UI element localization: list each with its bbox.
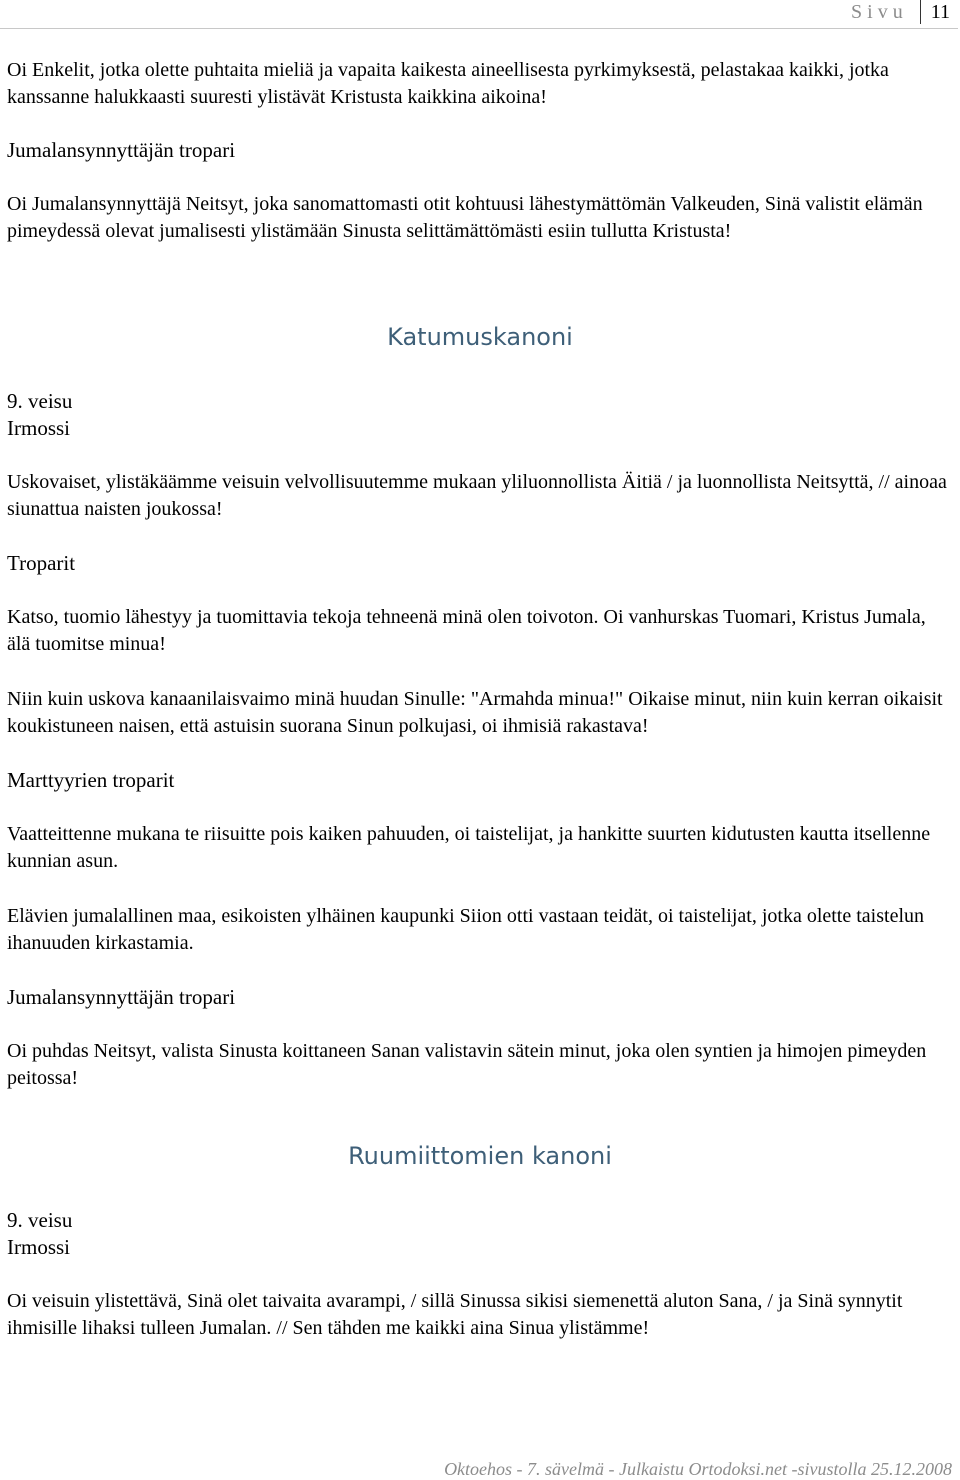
page-header — [851, 0, 950, 28]
paragraph-irmos-2: Oi veisuin ylistettävä, Sinä olet taivaita avarampi, / sillä Sinussa sikisi siemenettä aluton Sana, / ja Sinä synnytit ihmisille lihaksi tulleen Jumalan. // Sen tähden me kaikki aina Sinua ylistämme! — [7, 1290, 903, 1339]
paragraph-theotokos-tropar-2: Oi puhdas Neitsyt, valista Sinusta koittaneen Sanan valistavin sätein minut, joka olen syntien ja himojen pimeyden peitossa! — [7, 1040, 927, 1089]
page-number: 11 — [920, 0, 950, 24]
page-footer: Oktoehos - 7. sävelmä - Julkaistu Ortodoksi.net -sivustolla 25.12.2008 — [444, 1459, 952, 1479]
paragraph-tropar-canaanite: Niin kuin uskova kanaanilaisvaimo minä huudan Sinulle: "Armahda minua!" Oikaise minut, niin kuin kerran oikaisit koukistuneen naisen, että astuisin suorana Sinun polkujasi, oi ihmisiä rakastava! — [7, 688, 943, 737]
paragraph-martyrs-2: Elävien jumalallinen maa, esikoisten ylhäinen kaupunki Siion otti vastaan teidät, oi taistelijat, jotka olette taistelun ihanuuden kirkastamia. — [7, 905, 925, 954]
header-divider — [0, 28, 958, 29]
heading-theotokos-tropar-2: Jumalansynnyttäjän tropari — [7, 985, 236, 1009]
paragraph-theotokos-tropar-1: Oi Jumalansynnyttäjä Neitsyt, joka sanomattomasti otit kohtuusi lähestymättömän Valkeuden, Sinä valistit elämän pimeydessä olevat jumalisesti ylistämään Sinusta selittämättömästi esiin tullutta Kristusta! — [7, 193, 923, 242]
paragraph-angels-hymn: Oi Enkelit, jotka olette puhtaita mieliä ja vapaita kaikesta aineellisesta pyrkimyksestä, pelastakaa kaikki, jotka kanssanne halukkaasti suuresti ylistävät Kristusta kaikkina aikoina! — [7, 59, 889, 108]
irmos-label-2: Irmossi — [7, 1235, 70, 1259]
paragraph-tropar-judgement: Katso, tuomio lähestyy ja tuomittavia tekoja tehneenä minä olen toivoton. Oi vanhurskas Tuomari, Kristus Jumala, älä tuomitse minua! — [7, 606, 926, 655]
ode-label-1: 9. veisu — [7, 389, 73, 413]
paragraph-martyrs-1: Vaatteittenne mukana te riisuitte pois kaiken pahuuden, oi taistelijat, ja hankitte suurten kidutusten kautta itsellenne kunnian asun. — [7, 823, 931, 872]
heading-theotokos-tropar-1: Jumalansynnyttäjän tropari — [7, 138, 236, 162]
kanon-title-ruumiittomien: Ruumiittomien kanoni — [348, 1142, 612, 1170]
irmos-label-1: Irmossi — [7, 416, 70, 440]
paragraph-irmos-1: Uskovaiset, ylistäkäämme veisuin velvollisuutemme mukaan yliluonnollista Äitiä / ja luonnollista Neitsyttä, // ainoaa siunattua naisten joukossa! — [7, 471, 947, 520]
page-label: Sivu — [851, 1, 908, 23]
heading-martyrs-troparia: Marttyyrien troparit — [7, 768, 175, 792]
ode-label-2: 9. veisu — [7, 1208, 73, 1232]
heading-troparia: Troparit — [7, 551, 76, 575]
kanon-title-katumus: Katumuskanoni — [387, 323, 573, 351]
